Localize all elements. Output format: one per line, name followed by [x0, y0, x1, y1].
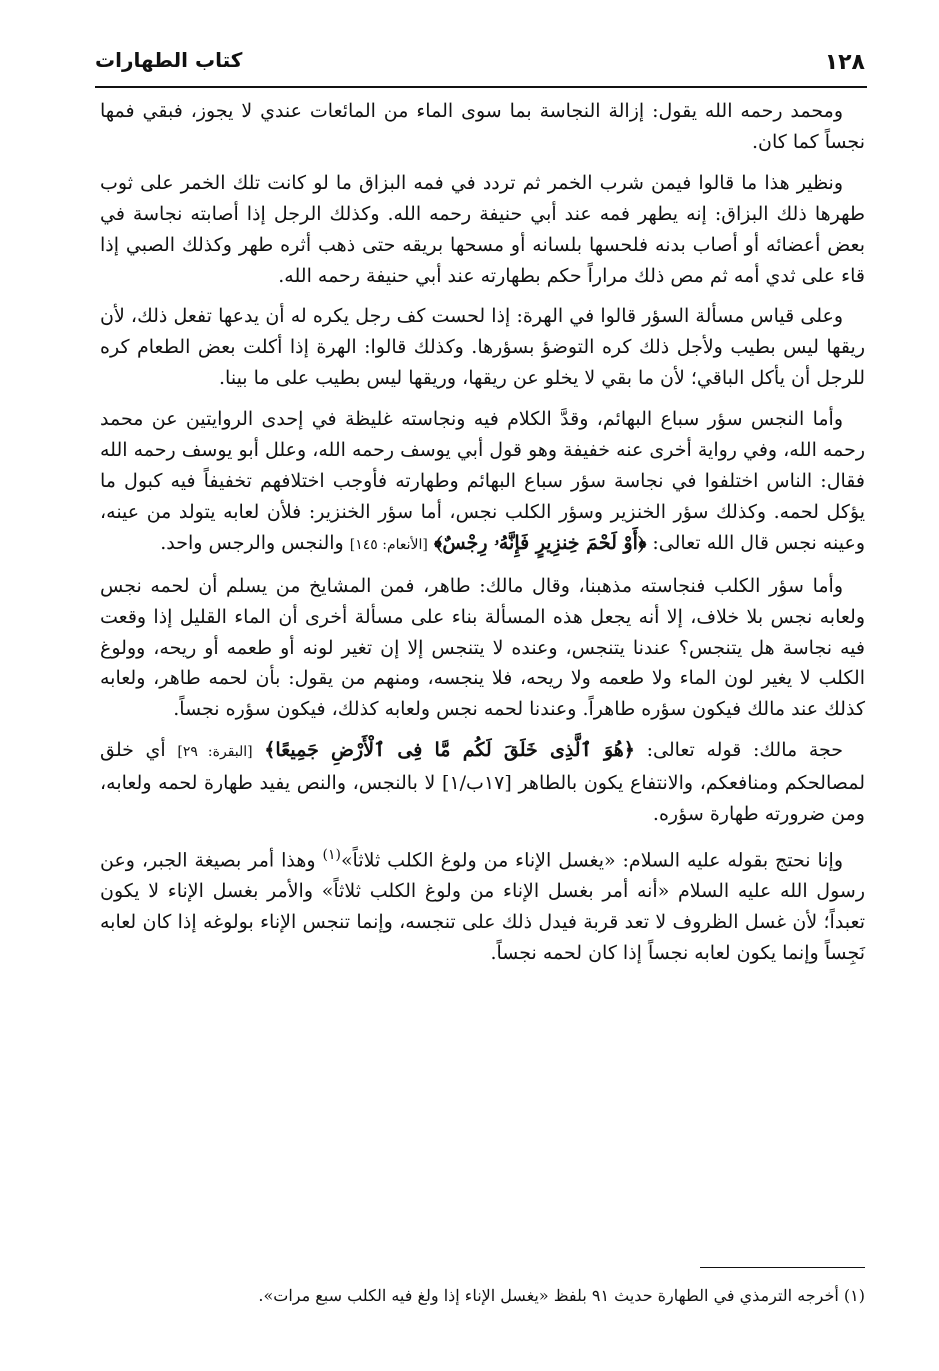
paragraph-text: وأما النجس سؤر سباع البهائم، وقدَّ الكلام فيه ونجاسته غليظة في إحدى الروايتين عن محمد رحمه الله، وفي رواية أخرى عنه خفيفة وهو قول أبي يوسف رحمه الله، وعلل أبو يوسف رحمه الله فقال: الناس اختلفوا في نجاسة سؤر سباع البهائم وطهارته فأوجب اختلافهم تخفيفاً فيه كبول ما يؤكل لحمه. وكذلك سؤر الخنزير وسؤر الكلب نجس، أما سؤر الخنزير: فلأن لعابه يتولد من عينه، وعينه نجس قال الله تعالى: [100, 408, 865, 554]
footnote: (١) أخرجه الترمذي في الطهارة حديث ٩١ بلفظ «يغسل الإناء إذا ولغ فيه الكلب سبع مرات». [258, 1286, 865, 1305]
footnote-rule [700, 1267, 865, 1268]
quran-verse: ﴿هُوَ ٱلَّذِى خَلَقَ لَكُم مَّا فِى ٱلْأَرْضِ جَمِيعًا﴾ [264, 739, 635, 762]
verse-reference: [البقرة: ٢٩] [177, 744, 253, 761]
paragraph-text: وإنا نحتج بقوله عليه السلام: «يغسل الإناء من ولوغ الكلب ثلاثاً» [340, 849, 844, 872]
paragraph: وأما سؤر الكلب فنجاسته مذهبنا، وقال مالك: طاهر، فمن المشايخ من يسلم أن لحمه نجس ولعابه نجس بلا خلاف، إلا أنه يجعل هذه المسألة بناء على مسألة أخرى أن الماء القليل إذا وقعت فيه نجاسة هل يتنجس؟ عندنا يتنجس، وعنده لا يتنجس إلا إن تغير لونه أو طعمه أو ريحه، وولوغ الكلب لا يغير لون الماء ولا طعمه ولا ريحه، فلا ينجسه، ومنهم من يقول: بأن لحمه طاهر، ولعابه كذلك عند مالك فيكون سؤره طاهراً. وعندنا لحمه نجس ولعابه كذلك، فيكون سؤره نجساً. [100, 574, 865, 721]
quran-verse: ﴿أَوْ لَحْمَ خِنزِيرٍ فَإِنَّهُۥ رِجْسٌ﴾ [433, 531, 647, 554]
paragraph: وعلى قياس مسألة السؤر قالوا في الهرة: إذا لحست كف رجل يكره له أن يدعها تفعل ذلك، لأن ريقها ليس بطيب ولأجل ذلك كره التوضؤ بسؤرها. وكذلك قالوا: الهرة إذا أكلت بعض الطعام كره للرجل أن يأكل الباقي؛ لأن ما بقي لا يخلو عن ريقها، وريقها ليس بطيب على ما بينا. [100, 305, 865, 390]
paragraph [100, 840, 865, 969]
verse-reference: [الأنعام: ١٤٥] [349, 536, 428, 553]
paragraph-text: أي خلق لمصالحكم ومنافعكم، والانتفاع يكون بالطاهر [١٧ب/١] لا بالنجس، والنص يفيد طهارة لحمه ولعابه، ومن ضرورته طهارة سؤره. [100, 739, 866, 826]
paragraph-text: وهذا أمر بصيغة الجبر، وعن رسول الله عليه السلام «أنه أمر بغسل الإناء من ولوغ الكلب ثلاثاً» والأمر بغسل الإناء لا يكون تعبداً؛ لأن غسل الظروف لا تعد قربة فيدل ذلك على تنجسه، وإنما تنجس الإناء بولوغه إذا كان لعابه نَجِساً وإنما يكون لعابه نجساً إذا كان لحمه نجساً. [100, 849, 865, 964]
header-rule [95, 86, 867, 88]
footnote-marker[interactable]: (١) [322, 846, 341, 863]
paragraph-text: حجة مالك: قوله تعالى: [646, 739, 844, 762]
page-number: ١٢٨ [824, 50, 865, 75]
main-text [100, 96, 865, 979]
page-header [95, 44, 865, 84]
paragraph [100, 735, 865, 830]
paragraph: ونظير هذا ما قالوا فيمن شرب الخمر ثم تردد في فمه البزاق ما لو كانت تلك الخمر على ثوب طهرها ذلك البزاق: إنه يطهر فمه عند أبي حنيفة رحمه الله. وكذلك الرجل إذا أصابته نجاسة في بعض أعضائه أو أصاب بدنه فلحسها بلسانه أو مسحها بريقه حتى ذهب أثره طهر وكذلك الصبي إذا قاء على ثدي أمه ثم مص ذلك مراراً حكم بطهارته عند أبي حنيفة رحمه الله. [100, 171, 865, 287]
paragraph: ومحمد رحمه الله يقول: إزالة النجاسة بما سوى الماء من المائعات عندي لا يجوز، فبقي فمها نجساً كما كان. [100, 100, 865, 153]
running-title: كتاب الطهارات [95, 48, 243, 72]
paragraph-text: والنجس والرجس واحد. [160, 531, 344, 554]
paragraph [100, 404, 865, 561]
